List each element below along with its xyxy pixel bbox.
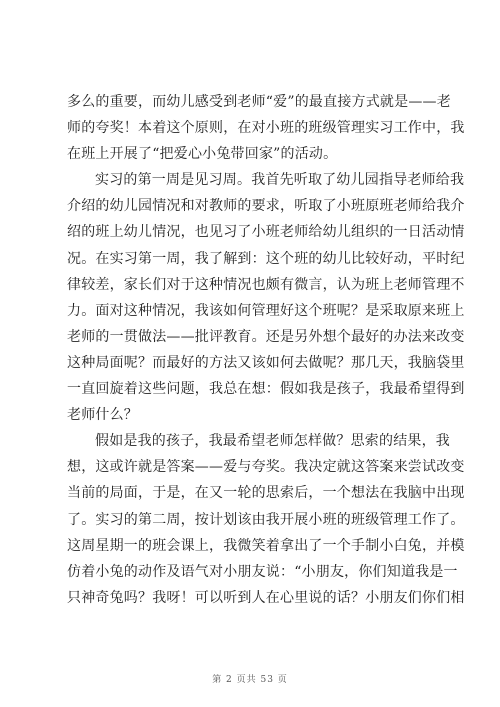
text-line: 了。实习的第二周，按计划该由我开展小班的班级管理工作了。	[67, 511, 465, 528]
text-line: 当前的局面，于是，在又一轮的思索后，一个想法在我脑中出现	[67, 485, 465, 502]
text-line: 想，这或许就是答案——爱与夸奖。我决定就这答案来尝试改变	[67, 459, 465, 476]
text-line: 介绍的幼儿园情况和对教师的要求，听取了小班原班老师给我介	[67, 198, 465, 215]
text-line: 老师的一贯做法——批评教育。还是另外想个最好的办法来改变	[67, 328, 465, 345]
text-line: 律较差，家长们对于这种情况也颇有微言，认为班上老师管理不	[67, 276, 465, 293]
text-line: 力。面对这种情况，我该如何管理好这个班呢？是采取原来班上	[67, 302, 465, 319]
text-line: 这周星期一的班会课上，我微笑着拿出了一个手制小白兔，并模	[67, 537, 465, 554]
paragraph-first-line: 实习的第一周是见习周。我首先听取了幼儿园指导老师给我	[95, 172, 465, 189]
body-text	[67, 89, 465, 611]
text-line: 老师什么？	[67, 407, 138, 424]
paragraph-first-line: 假如是我的孩子，我最希望老师怎样做？思索的结果，我	[95, 433, 450, 450]
text-line: 一直回旋着这些问题，我总在想：假如我是孩子，我最希望得到	[67, 381, 465, 398]
text-line: 在班上开展了“把爱心小兔带回家”的活动。	[67, 146, 338, 163]
text-line: 况。在实习第一周，我了解到：这个班的幼儿比较好动，平时纪	[67, 250, 465, 267]
text-line: 师的夸奖！本着这个原则，在对小班的班级管理实习工作中，我	[67, 120, 465, 137]
text-line: 仿着小兔的动作及语气对小朋友说：“小朋友，你们知道我是一	[67, 563, 458, 580]
text-line: 这种局面呢？而最好的方法又该如何去做呢？那几天，我脑袋里	[67, 354, 465, 371]
text-line: 绍的班上幼儿情况，也见习了小班老师给幼儿组织的一日活动情	[67, 224, 465, 241]
page-number-footer: 第 2 页共 53 页	[212, 675, 288, 685]
text-line: 只神奇兔吗？我呀！可以听到人在心里说的话？小朋友们你们相	[67, 589, 465, 606]
text-line: 多么的重要，而幼儿感受到老师“爱”的最直接方式就是——老	[67, 94, 451, 110]
